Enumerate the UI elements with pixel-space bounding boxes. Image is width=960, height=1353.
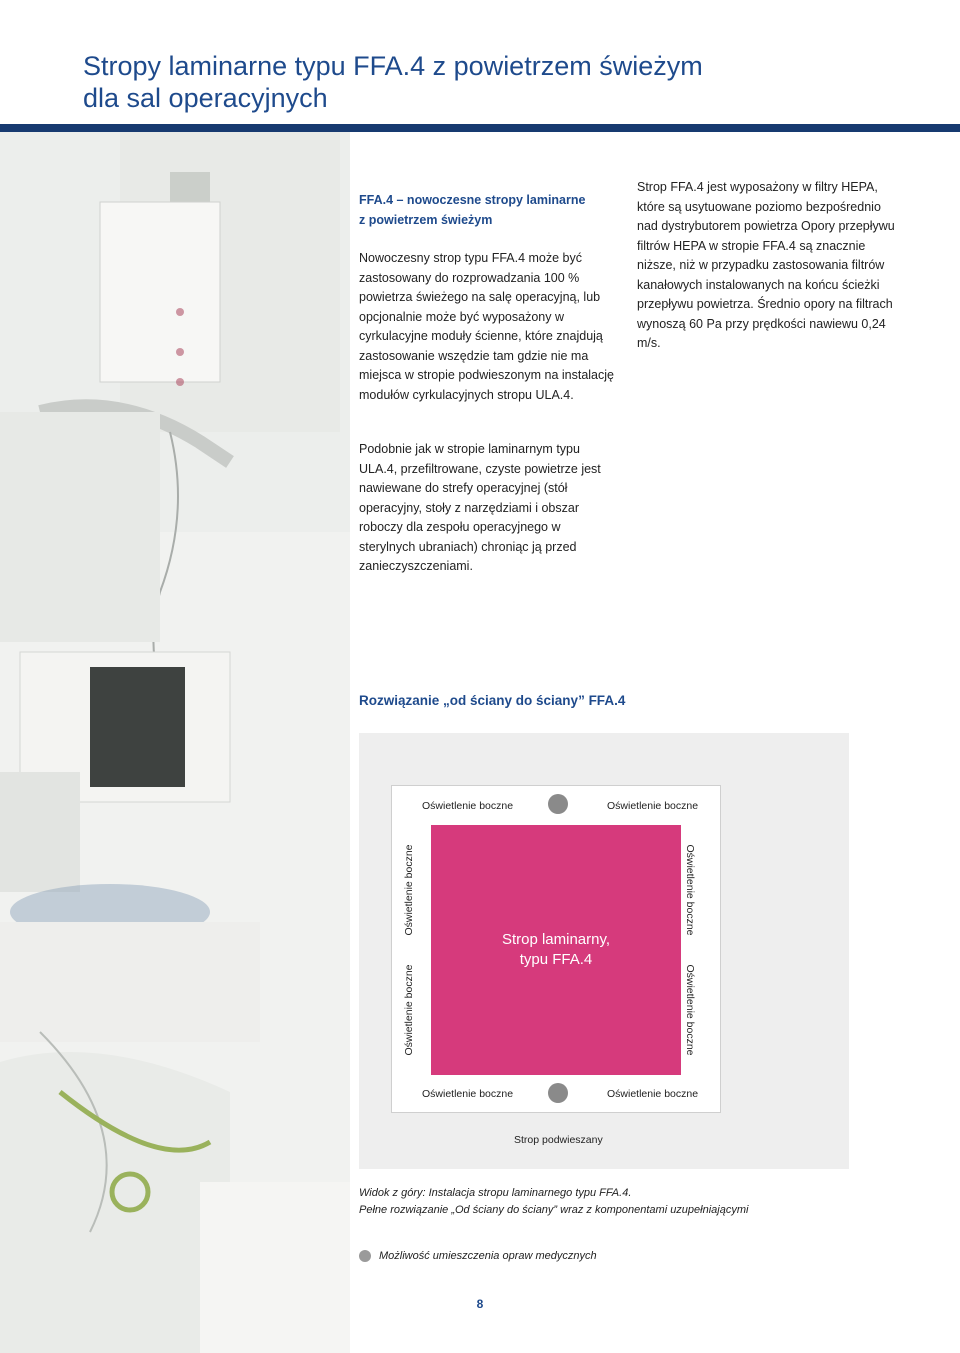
laminar-title-line1: Strop laminarny, xyxy=(501,931,611,948)
operating-room-photo xyxy=(0,132,350,1353)
solution-heading: Rozwiązanie „od ściany do ściany” FFA.4 xyxy=(359,693,626,708)
lamp-bottom-icon xyxy=(548,1083,568,1103)
suspended-ceiling-label: Strop podwieszany xyxy=(514,1134,603,1146)
intro-column xyxy=(359,191,614,405)
lamp-legend-icon xyxy=(359,1250,371,1262)
hepa-paragraph: Strop FFA.4 jest wyposażony w filtry HEPA, które są usytuowane poziomo bezpośrednio nad dystrybutorem powietrza Opory przepływu filtrów HEPA w stropie FFA.4 są znacznie niższe, niż w przypadku zastosowania filtrów kanałowych instalowanych na końcu ścieżki przepływu powietrza. Średnio opory na filtrach wynoszą 60 Pa przy prędkości nawiewu 0,24 m/s. xyxy=(637,180,895,350)
intro-heading-line2: z powietrzem świeżym xyxy=(359,212,493,227)
hepa-column xyxy=(637,178,899,354)
laminar-title-line2: typu FFA.4 xyxy=(519,951,593,968)
legend xyxy=(359,1250,597,1262)
label-top-left: Oświetlenie boczne xyxy=(422,800,514,812)
header-rule xyxy=(0,124,960,132)
page-number: 8 xyxy=(476,1297,484,1311)
page-title-line1: Stropy laminarne typu FFA.4 z powietrzem świeżym xyxy=(83,51,703,81)
caption-line2: Pełne rozwiązanie „Od ściany do ściany” wraz z komponentami uzupełniającymi xyxy=(359,1204,749,1216)
label-bottom-left: Oświetlenie boczne xyxy=(422,1088,514,1100)
label-left-lower-text: Oświetlenie boczne xyxy=(403,964,415,1056)
label-bottom-right: Oświetlenie boczne xyxy=(607,1088,699,1100)
airflow-column xyxy=(359,440,614,577)
page-title-line2: dla sal operacyjnych xyxy=(83,83,328,113)
laminar-ceiling-area xyxy=(431,825,681,1075)
page-title xyxy=(83,50,903,114)
label-right-lower-text: Oświetlenie boczne xyxy=(684,964,696,1056)
ceiling-diagram xyxy=(359,733,849,1169)
intro-heading xyxy=(359,191,614,230)
label-top-right: Oświetlenie boczne xyxy=(607,800,699,812)
airflow-paragraph: Podobnie jak w stropie laminarnym typu ULA.4, przefiltrowane, czyste powietrze jest nawiewane do strefy operacyjnej (stół operacyjny, stoły z narzędziami i obszar roboczy dla zespołu operacyjnego w sterylnych ubraniach) chroniąc ją przed zanieczyszczeniami. xyxy=(359,442,601,573)
intro-heading-line1: FFA.4 – nowoczesne stropy laminarne xyxy=(359,193,586,207)
legend-text: Możliwość umieszczenia opraw medycznych xyxy=(379,1250,597,1262)
diagram-caption xyxy=(359,1185,919,1219)
label-left-upper-text: Oświetlenie boczne xyxy=(403,844,415,936)
caption-line1: Widok z góry: Instalacja stropu laminarnego typu FFA.4. xyxy=(359,1187,632,1199)
intro-paragraph: Nowoczesny strop typu FFA.4 może być zastosowany do rozprowadzania 100 % powietrza świeżego na salę operacyjną, lub opcjonalnie może być wyposażony w cyrkulacyjne moduły ścienne, które znajdują zastosowanie wszędzie tam gdzie nie ma miejsca w stropie podwieszonym na instalację modułów cyrkulacyjnych stropu ULA.4. xyxy=(359,251,614,402)
label-right-upper-text: Oświetlenie boczne xyxy=(684,844,696,936)
lamp-top-icon xyxy=(548,794,568,814)
